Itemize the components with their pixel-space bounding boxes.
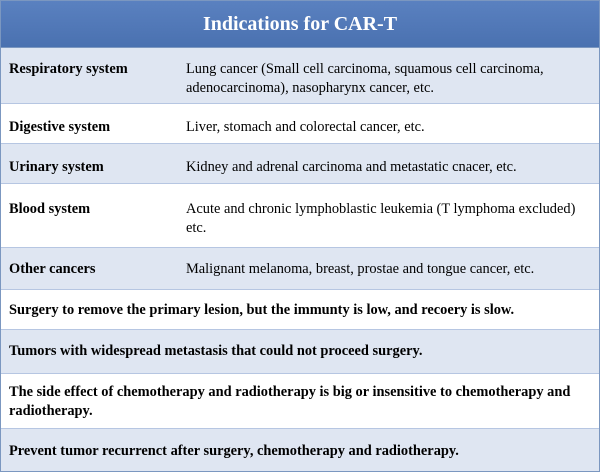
condition-text: Surgery to remove the primary lesion, but the immunty is low, and recoery is slow. xyxy=(9,302,515,318)
row-value: Malignant melanoma, breast, prostae and tongue cancer, etc. xyxy=(186,261,535,277)
row-label: Other cancers xyxy=(9,261,96,277)
row-value: Liver, stomach and colorectal cancer, etc. xyxy=(186,119,425,135)
table-row-blood xyxy=(1,184,599,248)
condition-text: Prevent tumor recurrenct after surgery, chemotherapy and radiotherapy. xyxy=(9,443,459,459)
row-value: Acute and chronic lymphoblastic leukemia (T lymphoma excluded) etc. xyxy=(186,201,576,236)
table-row-condition xyxy=(1,374,599,429)
table-row-condition xyxy=(1,429,599,471)
row-value: Lung cancer (Small cell carcinoma, squamous cell carcinoma, adenocarcinoma), nasopharynx cancer, etc. xyxy=(186,61,544,96)
row-label: Urinary system xyxy=(9,159,104,175)
table-row-condition xyxy=(1,290,599,330)
row-label: Digestive system xyxy=(9,119,111,135)
condition-text: Tumors with widespread metastasis that could not proceed surgery. xyxy=(9,343,423,359)
row-label: Respiratory system xyxy=(9,61,128,77)
row-value: Kidney and adrenal carcinoma and metastatic cnacer, etc. xyxy=(186,159,517,175)
table-row-digestive xyxy=(1,104,599,144)
table-row-urinary xyxy=(1,144,599,184)
condition-text: The side effect of chemotherapy and radiotherapy is big or insensitive to chemotherapy and radiotherapy. xyxy=(9,384,571,419)
row-label: Blood system xyxy=(9,201,91,217)
table-title: Indications for CAR-T xyxy=(1,1,599,48)
table-row-condition xyxy=(1,330,599,374)
table-row-respiratory xyxy=(1,48,599,104)
table-row-other-cancers xyxy=(1,248,599,290)
